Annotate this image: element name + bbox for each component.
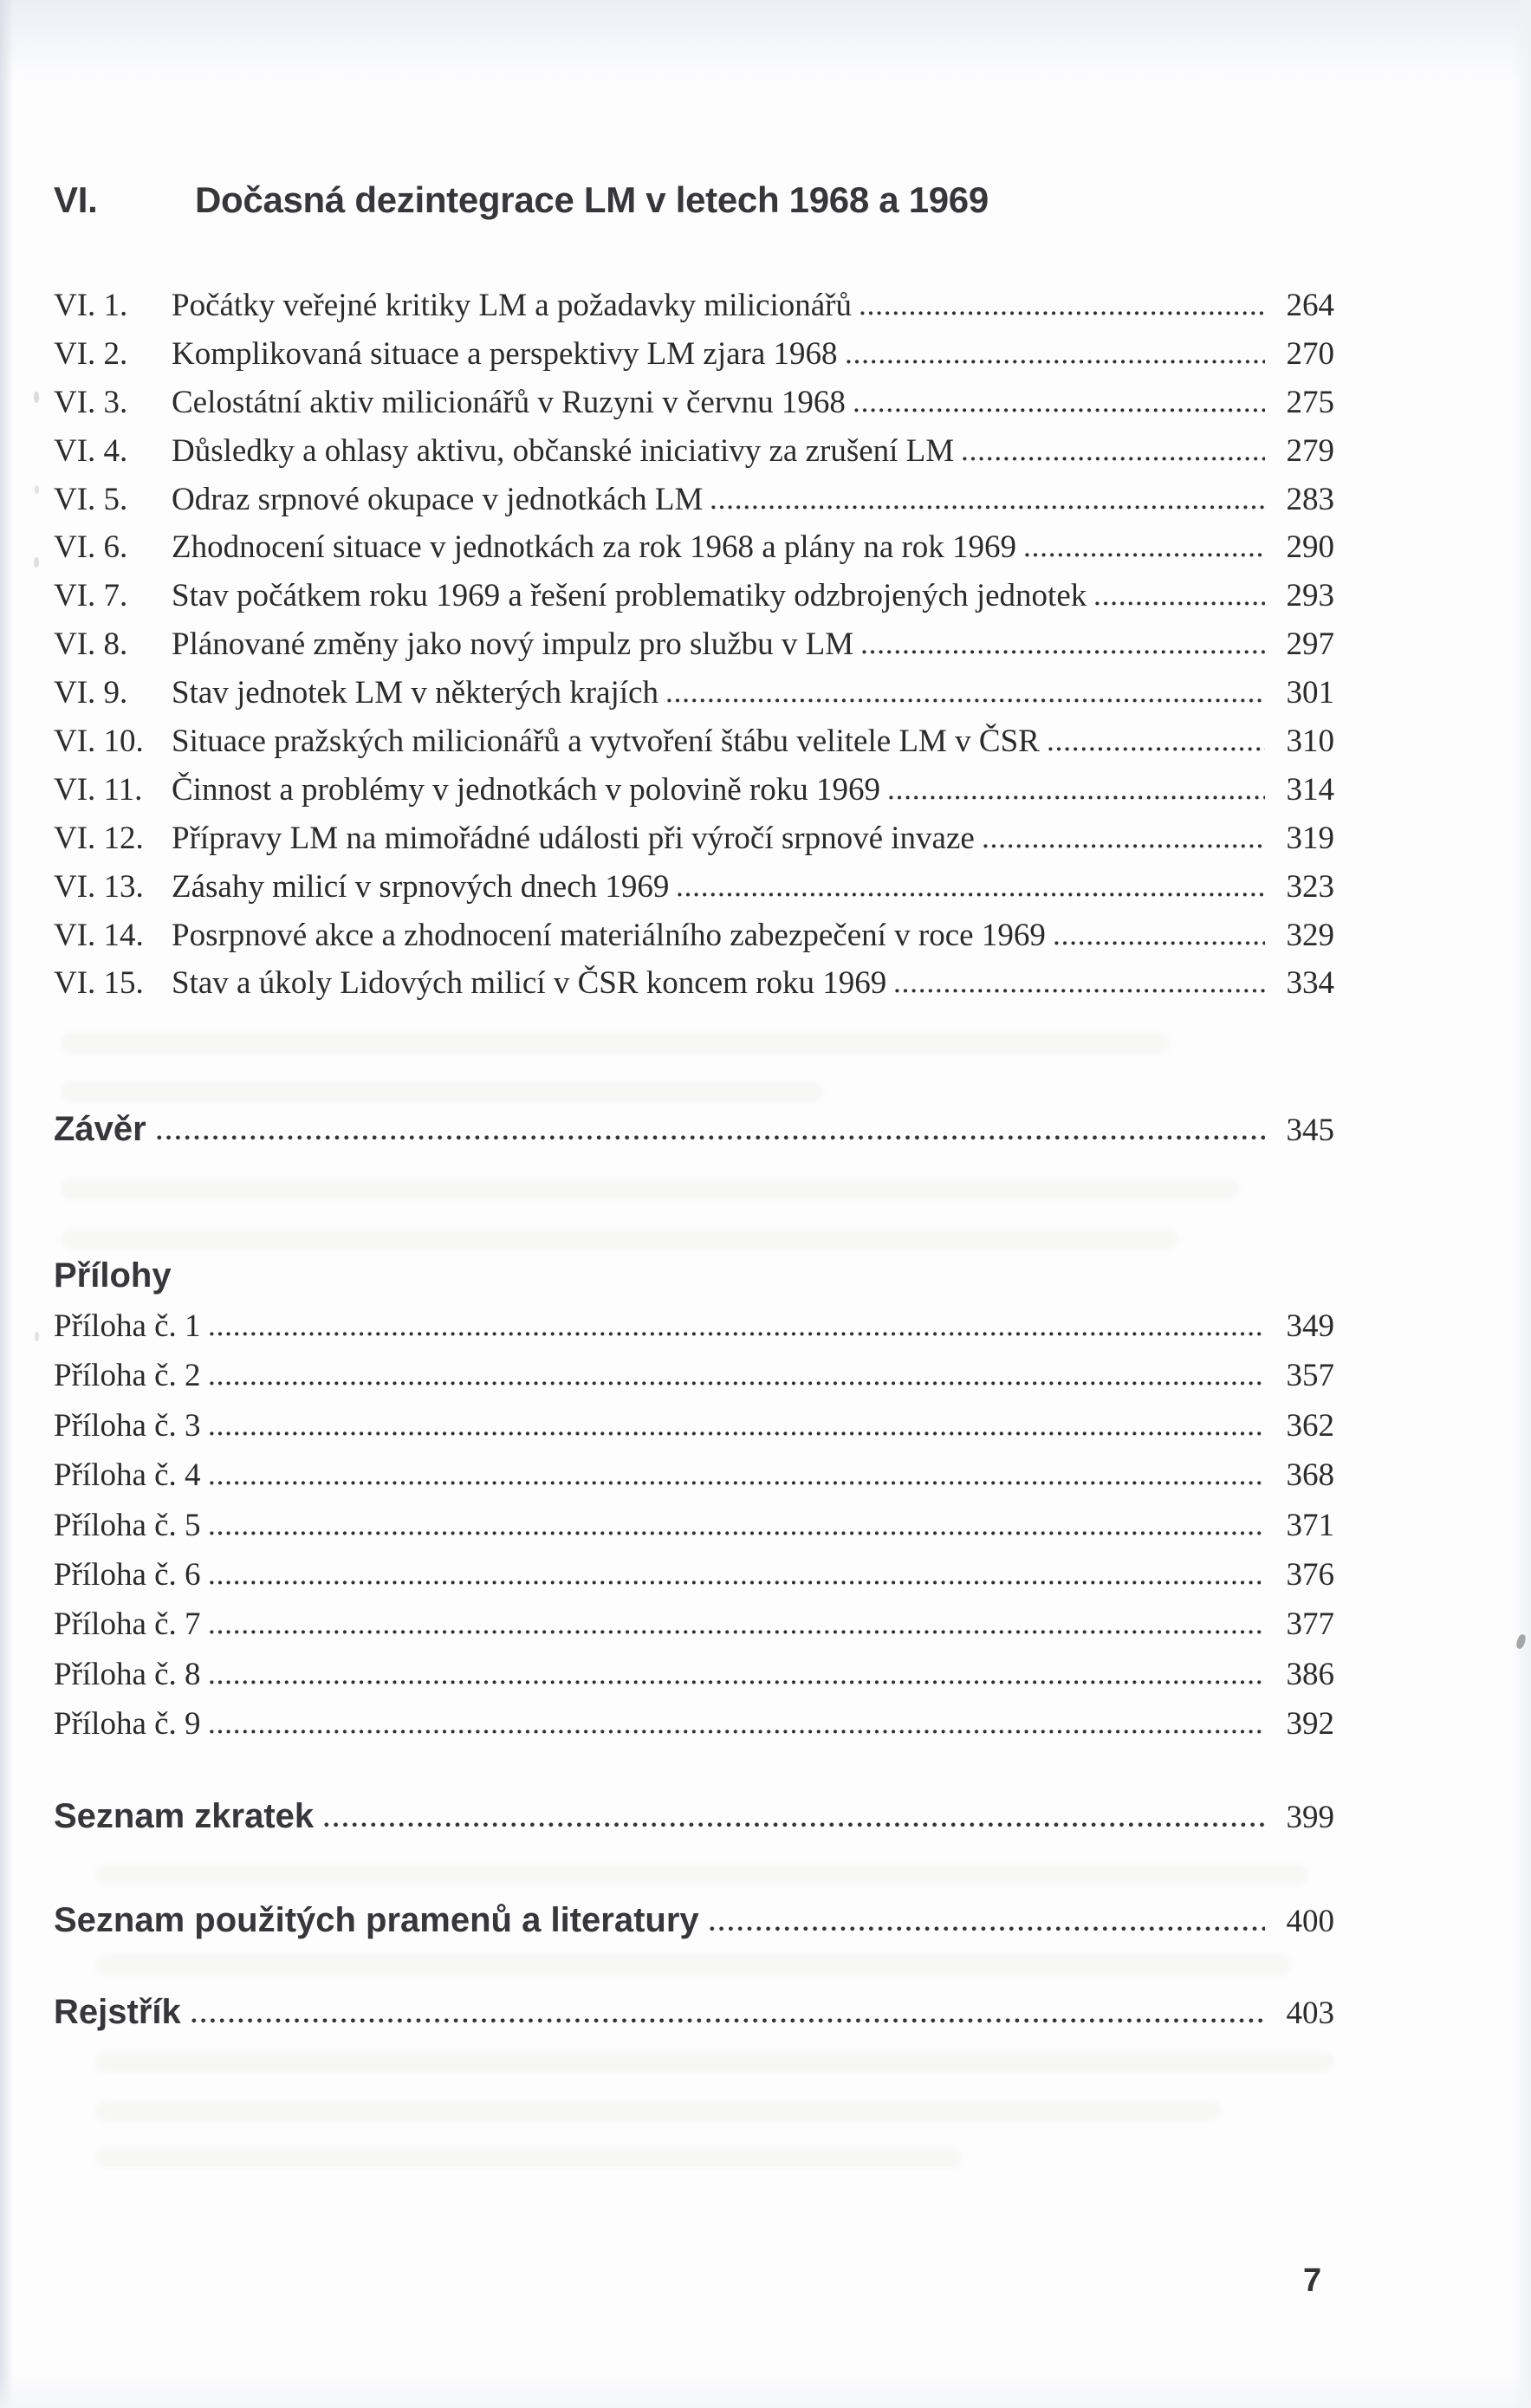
toc-entry-page: 329 bbox=[1286, 917, 1334, 953]
scan-speck bbox=[34, 557, 39, 568]
dot-leader bbox=[1025, 553, 1265, 557]
chapter-heading bbox=[54, 179, 1336, 221]
toc-section-rejstrik bbox=[54, 1993, 1334, 2032]
section-title: Seznam zkratek bbox=[54, 1797, 315, 1835]
toc-entry-page: 290 bbox=[1286, 529, 1334, 566]
dot-leader bbox=[1048, 747, 1265, 751]
toc-entry-label: VI. 11. bbox=[54, 771, 143, 808]
dot-leader bbox=[983, 844, 1265, 848]
bleedthrough-artifact bbox=[61, 1081, 823, 1102]
toc-entry-page: 270 bbox=[1286, 335, 1334, 372]
section-page: 399 bbox=[1286, 1800, 1334, 1835]
toc-entry-title: Komplikovaná situace a perspektivy LM zjara 1968 bbox=[172, 335, 838, 372]
priloha-entry bbox=[54, 1457, 1334, 1506]
toc-entry-title: Stav a úkoly Lidových milicí v ČSR koncem roku 1969 bbox=[172, 965, 887, 1002]
toc-entry-page: 319 bbox=[1286, 820, 1334, 856]
toc-entry-label: VI. 10. bbox=[54, 724, 144, 760]
prilohy-heading: Přílohy bbox=[54, 1256, 172, 1295]
priloha-page: 371 bbox=[1286, 1507, 1334, 1543]
priloha-page: 392 bbox=[1286, 1706, 1334, 1743]
toc-entry bbox=[54, 771, 1334, 820]
dot-leader bbox=[210, 1531, 1265, 1535]
dot-leader bbox=[210, 1630, 1265, 1634]
priloha-page: 368 bbox=[1286, 1457, 1334, 1494]
scan-edge-left bbox=[0, 0, 14, 2408]
toc-entry-label: VI. 7. bbox=[54, 578, 128, 614]
dot-leader bbox=[678, 892, 1265, 897]
toc-entry bbox=[54, 917, 1334, 965]
dot-leader bbox=[210, 1481, 1265, 1485]
scan-edge-top bbox=[0, 0, 1531, 82]
toc-entry-title: Plánované změny jako nový impulz pro službu v LM bbox=[172, 626, 854, 663]
bleedthrough-artifact bbox=[95, 2100, 1222, 2121]
priloha-page: 362 bbox=[1286, 1407, 1334, 1444]
dot-leader bbox=[210, 1431, 1265, 1436]
priloha-entry bbox=[54, 1407, 1334, 1457]
dot-leader bbox=[667, 698, 1265, 703]
toc-entry-title: Činnost a problémy v jednotkách v polovině roku 1969 bbox=[172, 771, 880, 808]
toc-entry-title: Přípravy LM na mimořádné události při výročí srpnové invaze bbox=[172, 820, 975, 856]
toc-entry-page: 310 bbox=[1286, 724, 1334, 760]
dot-leader bbox=[210, 1332, 1265, 1336]
toc-entry-page: 283 bbox=[1286, 481, 1334, 517]
priloha-title: Příloha č. 8 bbox=[54, 1656, 201, 1692]
priloha-title: Příloha č. 6 bbox=[54, 1556, 201, 1593]
priloha-page: 357 bbox=[1286, 1358, 1334, 1394]
toc-entry-title: Situace pražských milicionářů a vytvoření štábu velitele LM v ČSR bbox=[172, 724, 1040, 760]
dot-leader bbox=[157, 1135, 1265, 1140]
scan-speck bbox=[34, 392, 39, 403]
scan-speck bbox=[35, 1332, 39, 1341]
chapter-number: VI. bbox=[54, 179, 98, 220]
toc-section-seznam-pramenu bbox=[54, 1901, 1334, 1940]
bleedthrough-artifact bbox=[95, 1865, 1308, 1886]
toc-entry bbox=[54, 384, 1334, 432]
section-title: Seznam použitých pramenů a literatury bbox=[54, 1901, 699, 1939]
toc-entry-page: 293 bbox=[1286, 578, 1334, 614]
zaver-page: 345 bbox=[1286, 1113, 1334, 1148]
bleedthrough-artifact bbox=[95, 1955, 1291, 1976]
toc-entry bbox=[54, 529, 1334, 577]
bleedthrough-artifact bbox=[95, 2147, 962, 2168]
toc-entry bbox=[54, 868, 1334, 917]
toc-entry bbox=[54, 335, 1334, 384]
toc-entry-title: Posrpnové akce a zhodnocení materiálního zabezpečení v roce 1969 bbox=[172, 917, 1046, 953]
toc-entry-list bbox=[54, 287, 1334, 1013]
dot-leader bbox=[210, 1381, 1265, 1386]
toc-entry-page: 314 bbox=[1286, 771, 1334, 808]
section-page: 403 bbox=[1286, 1996, 1334, 2031]
toc-entry bbox=[54, 723, 1334, 771]
dot-leader bbox=[895, 989, 1265, 993]
priloha-title: Příloha č. 9 bbox=[54, 1706, 201, 1743]
toc-entry-page: 323 bbox=[1286, 868, 1334, 905]
toc-entry-title: Zásahy milicí v srpnových dnech 1969 bbox=[172, 868, 670, 905]
dot-leader bbox=[210, 1680, 1265, 1684]
dot-leader bbox=[847, 360, 1265, 364]
zaver-title: Závěr bbox=[54, 1110, 146, 1148]
toc-entry bbox=[54, 577, 1334, 626]
priloha-entry bbox=[54, 1308, 1334, 1357]
toc-entry-page: 334 bbox=[1286, 965, 1334, 1002]
toc-entry-title: Důsledky a ohlasy aktivu, občanské iniciativy za zrušení LM bbox=[172, 432, 955, 469]
section-page: 400 bbox=[1286, 1904, 1334, 1939]
scan-edge-right bbox=[1512, 0, 1531, 2408]
toc-entry-title: Celostátní aktiv milicionářů v Ruzyni v červnu 1968 bbox=[172, 384, 846, 420]
dot-leader bbox=[711, 505, 1265, 510]
priloha-title: Příloha č. 2 bbox=[54, 1358, 201, 1394]
priloha-entry bbox=[54, 1656, 1334, 1705]
priloha-title: Příloha č. 1 bbox=[54, 1308, 201, 1344]
priloha-title: Příloha č. 4 bbox=[54, 1457, 201, 1494]
priloha-page: 386 bbox=[1286, 1656, 1334, 1692]
priloha-entry bbox=[54, 1507, 1334, 1556]
toc-entry-label: VI. 3. bbox=[54, 384, 128, 420]
toc-entry-label: VI. 8. bbox=[54, 626, 128, 663]
toc-entry-page: 301 bbox=[1286, 675, 1334, 711]
priloha-page: 376 bbox=[1286, 1556, 1334, 1593]
dot-leader bbox=[963, 457, 1265, 461]
dot-leader bbox=[710, 1926, 1265, 1931]
toc-entry bbox=[54, 820, 1334, 868]
bleedthrough-artifact bbox=[61, 1229, 1178, 1249]
toc-entry bbox=[54, 432, 1334, 481]
toc-entry-title: Stav jednotek LM v některých krajích bbox=[172, 675, 659, 711]
dot-leader bbox=[210, 1580, 1265, 1585]
toc-entry-title: Odraz srpnové okupace v jednotkách LM bbox=[172, 481, 704, 517]
toc-entry-label: VI. 1. bbox=[54, 288, 128, 323]
toc-entry-page: 264 bbox=[1286, 288, 1334, 323]
toc-entry bbox=[54, 287, 1334, 335]
dot-leader bbox=[1095, 601, 1265, 606]
priloha-entry bbox=[54, 1357, 1334, 1406]
toc-section-zaver bbox=[54, 1110, 1334, 1149]
toc-entry-page: 297 bbox=[1286, 626, 1334, 663]
bleedthrough-artifact bbox=[95, 2052, 1334, 2073]
priloha-title: Příloha č. 3 bbox=[54, 1407, 201, 1444]
toc-entry-label: VI. 13. bbox=[54, 868, 144, 905]
chapter-title: Dočasná dezintegrace LM v letech 1968 a 1969 bbox=[195, 179, 989, 220]
dot-leader bbox=[210, 1730, 1265, 1734]
bleedthrough-artifact bbox=[61, 1033, 1170, 1054]
toc-entry-page: 279 bbox=[1286, 432, 1334, 469]
dot-leader bbox=[324, 1822, 1265, 1827]
toc-entry-title: Zhodnocení situace v jednotkách za rok 1968 a plány na rok 1969 bbox=[172, 529, 1017, 566]
toc-entry bbox=[54, 964, 1334, 1013]
toc-entry-label: VI. 14. bbox=[54, 917, 144, 953]
priloha-entry bbox=[54, 1606, 1334, 1655]
toc-entry bbox=[54, 481, 1334, 529]
scan-edge-bottom bbox=[0, 2373, 1531, 2408]
toc-entry-label: VI. 2. bbox=[54, 335, 128, 372]
toc-entry bbox=[54, 626, 1334, 674]
toc-entry-label: VI. 15. bbox=[54, 965, 144, 1002]
priloha-title: Příloha č. 7 bbox=[54, 1606, 201, 1643]
bleedthrough-artifact bbox=[61, 1178, 1239, 1199]
section-title: Rejstřík bbox=[54, 1993, 181, 2031]
priloha-entry bbox=[54, 1556, 1334, 1606]
dot-leader bbox=[854, 408, 1265, 412]
page-number: 7 bbox=[1303, 2262, 1322, 2299]
toc-entry-title: Počátky veřejné kritiky LM a požadavky milicionářů bbox=[172, 288, 852, 323]
toc-entry-label: VI. 12. bbox=[54, 820, 144, 856]
priloha-page: 377 bbox=[1286, 1606, 1334, 1643]
toc-section-seznam-zkratek bbox=[54, 1797, 1334, 1836]
toc-entry-label: VI. 4. bbox=[54, 432, 128, 469]
toc-entry-page: 275 bbox=[1286, 384, 1334, 420]
toc-entry bbox=[54, 674, 1334, 723]
prilohy-list bbox=[54, 1308, 1334, 1756]
dot-leader bbox=[860, 311, 1265, 315]
dot-leader bbox=[862, 650, 1265, 654]
priloha-title: Příloha č. 5 bbox=[54, 1507, 201, 1543]
dot-leader bbox=[1054, 941, 1265, 945]
priloha-entry bbox=[54, 1705, 1334, 1755]
priloha-page: 349 bbox=[1286, 1308, 1334, 1344]
dot-leader bbox=[191, 2018, 1265, 2023]
dot-leader bbox=[889, 795, 1265, 800]
toc-entry-title: Stav počátkem roku 1969 a řešení problematiky odzbrojených jednotek bbox=[172, 578, 1087, 614]
scan-speck bbox=[35, 485, 39, 494]
toc-entry-label: VI. 9. bbox=[54, 675, 128, 711]
toc-entry-label: VI. 6. bbox=[54, 529, 128, 566]
toc-entry-label: VI. 5. bbox=[54, 481, 128, 517]
